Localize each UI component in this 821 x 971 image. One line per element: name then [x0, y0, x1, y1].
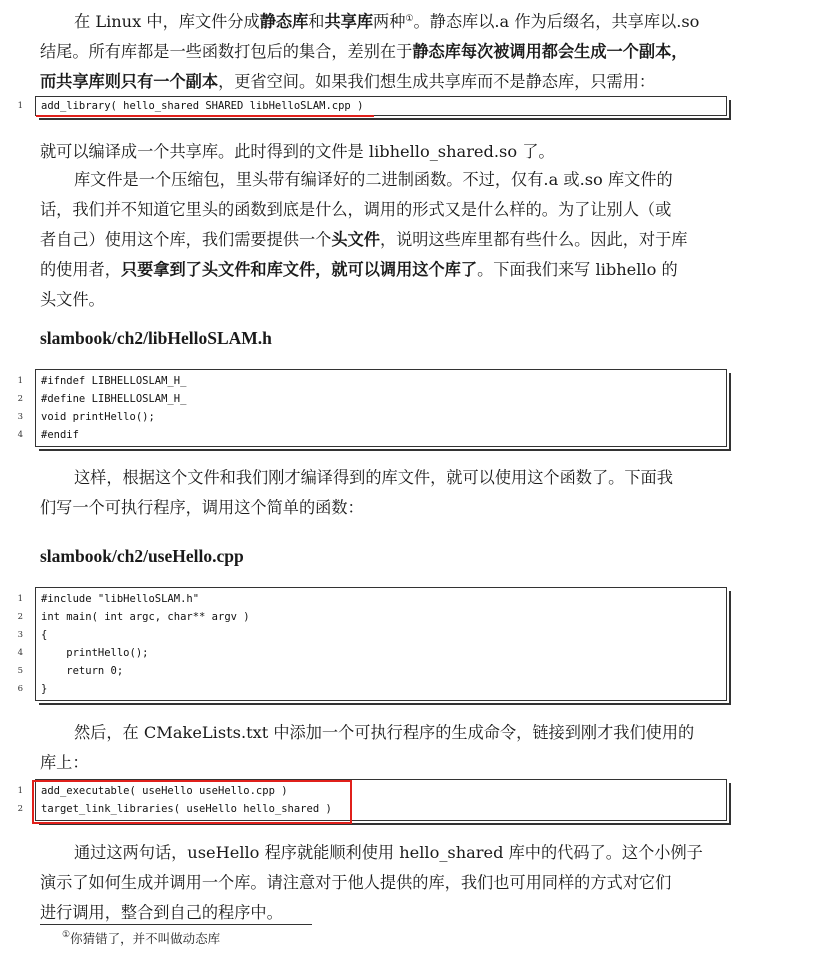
- paragraph: [40, 838, 728, 928]
- code-line: 3 void printHello();: [36, 408, 726, 426]
- footnote-rule: [40, 924, 312, 925]
- line-number: 6: [17, 684, 23, 694]
- paragraph: [40, 137, 728, 167]
- text-line: 的使用者，只要拿到了头文件和库文件，就可以调用这个库了。下面我们来写 libhello 的: [40, 260, 678, 279]
- line-number: 2: [17, 394, 23, 404]
- text-line: 而共享库则只有一个副本，更省空间。如果我们想生成共享库而不是静态库，只需用：: [40, 72, 656, 91]
- code-line: 3 {: [36, 626, 726, 644]
- text-line: 在 Linux 中，库文件分成静态库和共享库两种①。静态库以.a 作为后缀名，共享库以.so: [74, 12, 700, 31]
- code-line: 1 add_library( hello_shared SHARED libHelloSLAM.cpp ): [36, 97, 726, 115]
- section-heading-libhelloslam-h: slambook/ch2/libHelloSLAM.h: [40, 328, 272, 348]
- text-line: 就可以编译成一个共享库。此时得到的文件是 libhello_shared.so 了。: [40, 142, 555, 161]
- footnote-text: 你猜错了，并不叫做动态库: [70, 931, 221, 946]
- text-line: 头文件。: [40, 290, 105, 309]
- paragraph: [40, 165, 728, 315]
- line-number: 3: [17, 412, 23, 422]
- text-line: 库文件是一个压缩包，里头带有编译好的二进制函数。不过，仅有.a 或.so 库文件的: [74, 170, 673, 189]
- line-number: 4: [17, 648, 23, 658]
- text-line: 这样，根据这个文件和我们刚才编译得到的库文件，就可以使用这个函数了。下面我: [74, 468, 673, 487]
- code-line: 2 int main( int argc, char** argv ): [36, 608, 726, 626]
- bold-emphasis: 只要拿到了头文件和库文件，就可以调用这个库了: [120, 260, 478, 279]
- text-line: 通过这两句话，useHello 程序就能顺利使用 hello_shared 库中的代码了。这个小例子: [74, 843, 703, 862]
- text-line: 演示了如何生成并调用一个库。请注意对于他人提供的库，我们也可用同样的方式对它们: [40, 873, 672, 892]
- text-line: 话，我们并不知道它里头的函数到底是什么，调用的形式又是什么样的。为了让别人（或: [40, 200, 672, 219]
- line-number: 1: [17, 376, 23, 386]
- line-number: 2: [17, 612, 23, 622]
- line-number: 5: [17, 666, 23, 676]
- code-line: 2 #define LIBHELLOSLAM_H_: [36, 390, 726, 408]
- section-heading-usehello-cpp: slambook/ch2/useHello.cpp: [40, 546, 244, 566]
- red-underline-highlight: [36, 115, 374, 117]
- line-number: 1: [17, 594, 23, 604]
- line-number: 1: [17, 786, 23, 796]
- bold-term-header-file: 头文件: [331, 230, 380, 249]
- footnote: [62, 929, 220, 947]
- footnote-mark: ①: [62, 930, 71, 940]
- paragraph: [40, 463, 728, 523]
- intro-paragraph: [40, 7, 728, 97]
- bold-term-static-library: 静态库: [259, 12, 309, 31]
- bold-emphasis: 静态库每次被调用都会生成一个副本，: [412, 42, 688, 61]
- code-line: 4 printHello();: [36, 644, 726, 662]
- line-number: 1: [17, 101, 23, 111]
- paragraph: [40, 718, 728, 778]
- code-listing-add-library: [17, 96, 727, 116]
- text-line: 然后，在 CMakeLists.txt 中添加一个可执行程序的生成命令，链接到刚才我们使用的: [74, 723, 695, 742]
- code-line: 4 #endif: [36, 426, 726, 444]
- red-box-highlight: [32, 780, 352, 824]
- line-number: 4: [17, 430, 23, 440]
- line-number: 2: [17, 804, 23, 814]
- text-line: 进行调用，整合到自己的程序中。: [40, 903, 283, 922]
- text-line: 们写一个可执行程序，调用这个简单的函数：: [40, 498, 364, 517]
- bold-term-shared-library: 共享库: [324, 12, 374, 31]
- code-line: 1 add_executable( useHello useHello.cpp ): [36, 782, 726, 800]
- code-listing-usehello: [17, 587, 727, 701]
- text-line: 库上：: [40, 753, 89, 772]
- code-listing-header-file: [17, 369, 727, 447]
- code-line: 1 #include "libHelloSLAM.h": [36, 590, 726, 608]
- footnote-marker[interactable]: ①: [405, 14, 414, 24]
- text-line: 结尾。所有库都是一些函数打包后的集合，差别在于静态库每次被调用都会生成一个副本，: [40, 42, 688, 61]
- text-line: 者自己）使用这个库，我们需要提供一个头文件，说明这些库里都有些什么。因此，对于库: [40, 230, 688, 249]
- code-line: 2 target_link_libraries( useHello hello_shared ): [36, 800, 726, 818]
- bold-emphasis: 而共享库则只有一个副本: [40, 72, 219, 91]
- code-line: 5 return 0;: [36, 662, 726, 680]
- line-number: 3: [17, 630, 23, 640]
- code-line: 6 }: [36, 680, 726, 698]
- code-line: 1 #ifndef LIBHELLOSLAM_H_: [36, 372, 726, 390]
